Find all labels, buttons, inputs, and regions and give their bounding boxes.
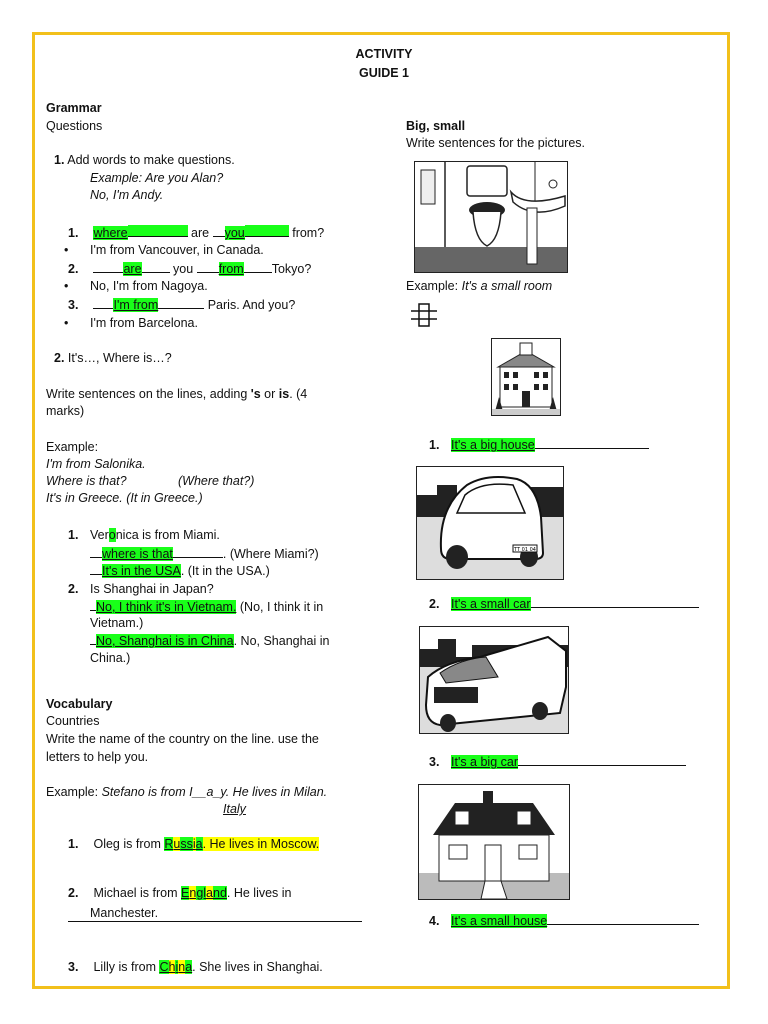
item-word: you (173, 262, 194, 276)
blank-line (93, 261, 123, 273)
blank-line (173, 546, 223, 558)
task1-text: Add words to make questions. (67, 153, 235, 167)
vocabulary-instruction-2: letters to help you. (46, 750, 149, 764)
task2-q2: 2. Is Shanghai in Japan? (68, 582, 214, 596)
task2-q1-answer-2 (90, 563, 270, 578)
small-house-picture (418, 784, 570, 900)
task2-example-2 (46, 474, 127, 488)
hint-text: . No, Shanghai in (233, 634, 330, 648)
item-number: 1. (68, 226, 79, 240)
page-subtitle: GUIDE 1 (358, 66, 409, 80)
given-letter: n (178, 960, 186, 974)
big-car-picture (419, 626, 569, 734)
vocab-answer-line (68, 921, 362, 922)
big-house-picture (491, 338, 561, 416)
task2-title (54, 351, 172, 365)
task1-bullet-3: • I'm from Barcelona. (90, 316, 198, 330)
task2-number: 2. (54, 351, 65, 365)
vocabulary-subheading: Countries (46, 714, 100, 728)
item-word: Paris. And you? (207, 298, 296, 312)
task2-q1: 1. Veronica is from Miami. (68, 528, 220, 542)
answer-1 (429, 437, 649, 452)
vocab-item-2-line2: Manchester. (90, 906, 159, 920)
answer-letters: E (181, 886, 190, 900)
answer-you: you (224, 226, 245, 240)
item-text: . She lives in Shanghai. (192, 960, 323, 974)
answer-letters: R (164, 837, 174, 851)
answer-letters: a (185, 960, 193, 974)
bigsmall-instruction: Write sentences for the pictures. (406, 136, 586, 150)
answer-3 (429, 754, 686, 769)
item-number: 2. (429, 597, 440, 611)
q-text: nica is from Miami. (115, 528, 220, 542)
blank-line (518, 754, 686, 766)
answer-text: No, I think it's in Vietnam. (96, 600, 237, 614)
q-text: Is Shanghai in Japan? (90, 582, 214, 596)
small-car-picture (416, 466, 564, 580)
item-number: 4. (429, 914, 440, 928)
item-number: 2. (68, 262, 79, 276)
item-word: from? (292, 226, 325, 240)
answer-text: It's a big car (451, 755, 518, 769)
task1-item-1 (68, 225, 324, 240)
answer-from: from (218, 262, 244, 276)
q-text: Ver (90, 528, 109, 542)
small-table-icon (411, 302, 437, 328)
task2-q1-answer-1 (90, 546, 319, 561)
item-number: 3. (68, 960, 79, 974)
task1-bullet-1: • I'm from Vancouver, in Canada. (90, 243, 264, 257)
task2-q2-answer-2 (90, 633, 330, 648)
blank-line (90, 546, 102, 558)
item-text: Michael is from (93, 886, 182, 900)
answer-letters: C (159, 960, 169, 974)
answer-letters: ss (180, 837, 193, 851)
blank-line (142, 261, 170, 273)
blank-line (158, 297, 204, 309)
answer-text: It's in the USA (102, 564, 181, 578)
given-letter: n (189, 886, 197, 900)
task2-q2-answer-2b: China.) (90, 651, 131, 665)
answer-letters: nd (213, 886, 227, 900)
blank-line (93, 297, 113, 309)
task1-instruction (54, 153, 235, 167)
task2-example-2-hint: (Where that?) (178, 474, 255, 488)
task2-instruction (46, 387, 307, 401)
answer-text: It's a small house (451, 914, 548, 928)
item-number: 1. (68, 837, 79, 851)
blank-line (531, 596, 699, 608)
vocabulary-heading: Vocabulary (46, 697, 113, 711)
task1-example-answer: No, I'm Andy. (90, 188, 164, 202)
vocabulary-instruction-1: Write the name of the country on the line. use the (46, 732, 319, 746)
answer-4 (429, 913, 699, 928)
item-word: Tokyo? (271, 262, 312, 276)
example-text: Where is that? (46, 474, 127, 488)
item-number: 3. (68, 298, 79, 312)
car-plate-text: TT 01 04 (514, 547, 536, 553)
task2-q2-answer-1b: Vietnam.) (90, 616, 144, 630)
item-number: 3. (429, 755, 440, 769)
item-number: 1. (429, 438, 440, 452)
instruction-text: Write sentences on the lines, adding (46, 387, 251, 401)
answer-text: where is that (102, 547, 173, 561)
hint-text: (No, I think it in (236, 600, 324, 614)
blank-line (213, 225, 225, 237)
grammar-subheading: Questions (46, 119, 103, 133)
vocab-item-1 (68, 837, 319, 851)
vocabulary-example (46, 785, 327, 799)
given-letter: a (206, 886, 213, 900)
grammar-heading: Grammar (46, 101, 102, 115)
task2-example-1: I'm from Salonika. (46, 457, 146, 471)
answer-are: are (123, 262, 142, 276)
answer-letters: i (175, 960, 179, 974)
bigsmall-example (406, 279, 552, 293)
instruction-bold: is (278, 387, 290, 401)
answer-letters: a (195, 837, 203, 851)
task2-example-label: Example: (46, 440, 99, 454)
instruction-text: or (260, 387, 279, 401)
answer-blank (245, 225, 289, 237)
item-word: are (191, 226, 210, 240)
answer-text: No, Shanghai is in China (96, 634, 234, 648)
vocab-item-3 (68, 960, 323, 974)
task2-q2-answer-1 (90, 599, 323, 614)
answer-where: where (93, 226, 128, 240)
given-letter: u (173, 837, 181, 851)
example-label: Example: (46, 785, 102, 799)
blank-line (547, 913, 699, 925)
answer-blank (128, 225, 188, 237)
task1-item-2 (68, 261, 311, 276)
q-highlight: o (108, 528, 116, 542)
vocab-item-2 (68, 886, 292, 900)
answer-im-from: I'm from (113, 298, 159, 312)
task2-marks: marks) (46, 404, 85, 418)
bigsmall-heading: Big, small (406, 119, 466, 133)
instruction-bold: 's (250, 387, 261, 401)
hint-text: . (Where Miami?) (222, 547, 319, 561)
item-text: . He lives in Moscow. (202, 837, 320, 851)
task1-example-question: Example: Are you Alan? (90, 171, 224, 185)
blank-line (244, 261, 272, 273)
task2-text: It's…, Where is…? (67, 351, 172, 365)
answer-text: It's a big house (451, 438, 535, 452)
hint-text: . (It in the USA.) (180, 564, 270, 578)
item-text: Lilly is from (93, 960, 160, 974)
answer-2 (429, 596, 699, 611)
page-title: ACTIVITY (355, 47, 413, 61)
vocabulary-example-answer: Italy (223, 802, 246, 816)
example-text: It's a small room (461, 279, 553, 293)
task1-bullet-2: • No, I'm from Nagoya. (90, 279, 208, 293)
task2-example-3: It's in Greece. (It in Greece.) (46, 491, 203, 505)
example-label: Example: (406, 279, 462, 293)
given-letter: i (192, 837, 196, 851)
blank-line (535, 437, 649, 449)
item-text: . He lives in (226, 886, 292, 900)
item-text: Oleg is from (93, 837, 165, 851)
blank-line (90, 563, 102, 575)
given-letter: h (168, 960, 176, 974)
task1-item-3 (68, 297, 295, 312)
answer-letters: gl (196, 886, 207, 900)
task1-number: 1. (54, 153, 65, 167)
example-text: Stefano is from I__a_y. He lives in Milan. (101, 785, 328, 799)
blank-line (197, 261, 219, 273)
bathroom-picture (414, 161, 568, 273)
item-number: 2. (68, 886, 79, 900)
instruction-text: . (4 (289, 387, 308, 401)
answer-text: It's a small car (451, 597, 531, 611)
